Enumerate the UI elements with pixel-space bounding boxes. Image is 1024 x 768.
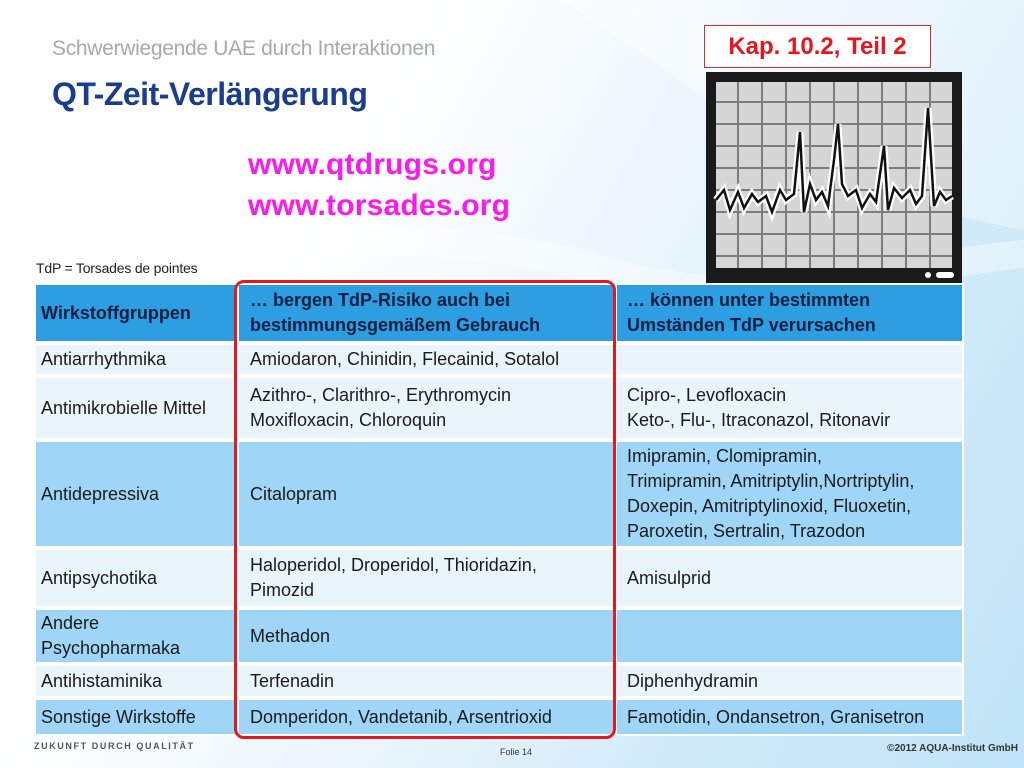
cell-group [34,698,237,736]
cell-line: Antidepressiva [41,483,160,504]
cell-possible [615,608,964,664]
ecg-monitor-icon [706,72,962,284]
drug-table [34,283,964,736]
cell-possible [615,698,964,736]
header-cell-possible: … können unter bestimmten Umständen TdP verursachen [615,283,964,343]
cell-line: Pimozid [250,580,315,600]
table-row [34,608,964,664]
abbreviation-note: TdP = Torsades de pointes [36,260,198,276]
cell-line: Psychopharmaka [41,638,181,658]
cell-possible [615,548,964,608]
link-list [248,144,510,226]
cell-risk [237,664,615,698]
cell-line: Trimipramin, Amitriptylin,Nortriptylin, [627,471,915,491]
cell-line: Azithro-, Clarithro-, Erythromycin [250,385,512,405]
cell-line: Amiodaron, Chinidin, Flecainid, Sotalol [250,349,560,369]
cell-group [34,376,237,440]
cell-risk [237,548,615,608]
cell-line: Paroxetin, Sertralin, Trazodon [627,521,866,541]
cell-group [34,608,237,664]
cell-possible [615,343,964,376]
cell-risk [237,440,615,548]
cell-group [34,548,237,608]
cell-line: Antipsychotika [41,567,158,588]
cell-line: Antihistaminika [41,670,163,691]
cell-line: Cipro-, Levofloxacin [627,385,787,405]
table-row [34,343,964,376]
cell-line: Terfenadin [250,670,335,691]
cell-line: Haloperidol, Droperidol, Thioridazin, [250,555,537,575]
cell-line: Sonstige Wirkstoffe [41,706,196,727]
slide-subtitle: Schwerwiegende UAE durch Interaktionen [52,37,436,60]
cell-line: Famotidin, Ondansetron, Granisetron [627,706,925,727]
header-cell-group: Wirkstoffgruppen [34,283,237,343]
cell-line: Imipramin, Clomipramin, [627,446,823,466]
cell-line: Keto-, Flu-, Itraconazol, Ritonavir [627,410,891,430]
table-row [34,548,964,608]
cell-possible [615,664,964,698]
header-cell-risk: … bergen TdP-Risiko auch bei bestimmungsgemäßem Gebrauch [237,283,615,343]
table-row [34,440,964,548]
cell-group [34,343,237,376]
cell-risk [237,698,615,736]
cell-line: Diphenhydramin [627,670,759,691]
slide-title: QT-Zeit-Verlängerung [52,76,368,112]
table-header-row [34,283,964,343]
footer-slogan: ZUKUNFT DURCH QUALITÄT [34,741,195,751]
cell-line: Methadon [250,625,331,646]
link-torsades[interactable]: www.torsades.org [248,189,511,222]
cell-line: Antimikrobielle Mittel [41,397,207,418]
cell-line: Andere [41,613,100,633]
cell-risk [237,343,615,376]
footer-copyright: ©2012 AQUA-Institut GmbH [887,743,1018,754]
link-qtdrugs[interactable]: www.qtdrugs.org [248,148,497,181]
cell-risk [237,376,615,440]
cell-group [34,440,237,548]
cell-line: Citalopram [250,483,338,504]
table-row [34,664,964,698]
cell-line: Antiarrhythmika [41,349,167,369]
cell-risk [237,608,615,664]
cell-group [34,664,237,698]
cell-possible [615,440,964,548]
cell-line: Domperidon, Vandetanib, Arsentrioxid [250,706,552,727]
slide-number: Folie 14 [500,747,533,757]
cell-line: Moxifloxacin, Chloroquin [250,410,447,430]
cell-line: Amisulprid [627,567,712,588]
cell-possible [615,376,964,440]
chapter-badge: Kap. 10.2, Teil 2 [704,25,931,68]
table-row [34,376,964,440]
table-row [34,698,964,736]
cell-line: Doxepin, Amitriptylinoxid, Fluoxetin, [627,496,912,516]
